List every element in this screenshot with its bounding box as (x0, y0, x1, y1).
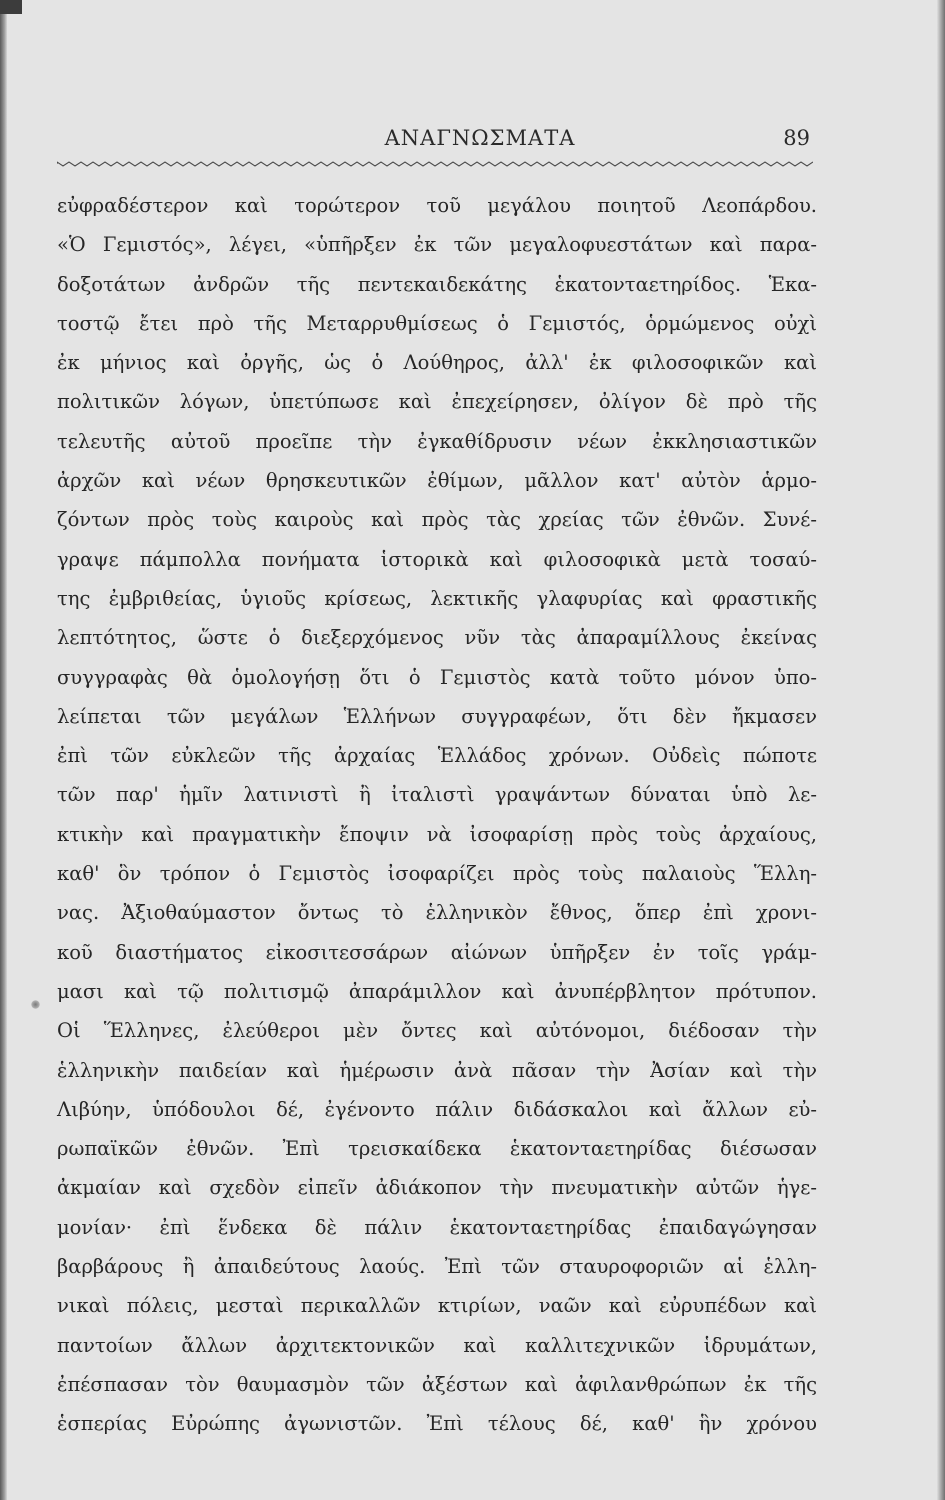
text-line: Λιβύην, ὑπόδουλοι δέ, ἐγένοντο πάλιν διδάσκαλοι καὶ ἄλλων εὐ- (57, 1097, 817, 1121)
text-line: ἑσπερίας Εὐρώπης ἀγωνιστῶν. Ἐπὶ τέλους δέ, καθ' ἣν χρόνου (57, 1412, 817, 1436)
text-line: γραψε πάμπολλα πονήματα ἱστορικὰ καὶ φιλοσοφικὰ μετὰ τοσαύ- (57, 547, 817, 571)
text-line: «Ὁ Γεμιστός», λέγει, «ὑπῆρξεν ἐκ τῶν μεγαλοφυεστάτων καὶ παρα- (57, 233, 817, 257)
text-line: ἐκ μήνιος καὶ ὀργῆς, ὡς ὁ Λούθηρος, ἀλλ' ἐκ φιλοσοφικῶν καὶ (57, 351, 817, 375)
text-line: ἑλληνικὴν παιδείαν καὶ ἡμέρωσιν ἀνὰ πᾶσαν τὴν Ἀσίαν καὶ τὴν (57, 1058, 817, 1082)
text-line: λείπεται τῶν μεγάλων Ἑλλήνων συγγραφέων, ὅτι δὲν ἤκμασεν (57, 704, 817, 728)
page-number: 89 (783, 126, 810, 150)
text-line: ἀρχῶν καὶ νέων θρησκευτικῶν ἐθίμων, μᾶλλον κατ' αὐτὸν ἁρμο- (57, 469, 817, 493)
body-text (57, 186, 817, 1444)
running-title: ΑΝΑΓΝΩΣΜΑΤΑ (384, 126, 576, 150)
text-line: ἀκμαίαν καὶ σχεδὸν εἰπεῖν ἀδιάκοπον τὴν πνευματικὴν αὐτῶν ἡγε- (57, 1176, 817, 1200)
text-line: μονίαν· ἐπὶ ἕνδεκα δὲ πάλιν ἑκατονταετηρίδας ἐπαιδαγώγησαν (57, 1215, 817, 1239)
text-line: Οἱ Ἕλληνες, ἐλεύθεροι μὲν ὄντες καὶ αὐτόνομοι, διέδοσαν τὴν (57, 1019, 817, 1043)
text-line: νας. Ἀξιοθαύμαστον ὄντως τὸ ἑλληνικὸν ἔθνος, ὅπερ ἐπὶ χρονι- (57, 901, 817, 925)
text-line: κοῦ διαστήματος εἰκοσιτεσσάρων αἰώνων ὑπῆρξεν ἐν τοῖς γράμ- (57, 940, 817, 964)
text-line: κτικὴν καὶ πραγματικὴν ἔποψιν νὰ ἰσοφαρίσῃ πρὸς τοὺς ἀρχαίους, (57, 822, 817, 846)
text-line: ἐπὶ τῶν εὐκλεῶν τῆς ἀρχαίας Ἑλλάδος χρόνων. Οὐδεὶς πώποτε (57, 744, 817, 768)
text-line: παντοίων ἄλλων ἀρχιτεκτονικῶν καὶ καλλιτεχνικῶν ἱδρυμάτων, (57, 1333, 817, 1357)
text-line: εὐφραδέστερον καὶ τορώτερον τοῦ μεγάλου ποιητοῦ Λεοπάρδου. (57, 194, 817, 217)
text-line: συγγραφὰς θὰ ὁμολογήσῃ ὅτι ὁ Γεμιστὸς κατὰ τοῦτο μόνον ὑπο- (57, 665, 817, 689)
text-line: μασι καὶ τῷ πολιτισμῷ ἀπαράμιλλον καὶ ἀνυπέρβλητον πρότυπον. (57, 979, 817, 1003)
text-line: καθ' ὃν τρόπον ὁ Γεμιστὸς ἰσοφαρίζει πρὸς τοὺς παλαιοὺς Ἕλλη- (57, 862, 817, 886)
text-line: βαρβάρους ἢ ἀπαιδεύτους λαούς. Ἐπὶ τῶν σταυροφοριῶν αἱ ἑλλη- (57, 1255, 817, 1279)
text-line: ζόντων πρὸς τοὺς καιροὺς καὶ πρὸς τὰς χρείας τῶν ἐθνῶν. Συνέ- (57, 508, 817, 532)
text-line: λεπτότητος, ὥστε ὁ διεξερχόμενος νῦν τὰς ἀπαραμίλλους ἐκείνας (57, 626, 817, 650)
text-line: τοστῷ ἔτει πρὸ τῆς Μεταρρυθμίσεως ὁ Γεμιστός, ὁρμώμενος οὐχὶ (57, 311, 817, 335)
text-line: της ἐμβριθείας, ὑγιοῦς κρίσεως, λεκτικῆς γλαφυρίας καὶ φραστικῆς (57, 586, 817, 610)
text-line: δοξοτάτων ἀνδρῶν τῆς πεντεκαιδεκάτης ἑκατονταετηρίδος. Ἑκα- (57, 272, 817, 296)
text-line: τῶν παρ' ἡμῖν λατινιστὶ ἢ ἰταλιστὶ γραψάντων δύναται ὑπὸ λε- (57, 783, 817, 807)
text-line: πολιτικῶν λόγων, ὑπετύπωσε καὶ ἐπεχείρησεν, ὀλίγον δὲ πρὸ τῆς (57, 390, 817, 414)
text-line: νικαὶ πόλεις, μεσταὶ περικαλλῶν κτιρίων, ναῶν καὶ εὐρυπέδων καὶ (57, 1294, 817, 1318)
header-wavy-rule (57, 160, 813, 168)
text-line: τελευτῆς αὐτοῦ προεῖπε τὴν ἐγκαθίδρυσιν νέων ἐκκλησιαστικῶν (57, 429, 817, 453)
text-line: ἐπέσπασαν τὸν θαυμασμὸν τῶν ἀξέστων καὶ ἀφιλανθρώπων ἐκ τῆς (57, 1372, 817, 1396)
text-line: ρωπαϊκῶν ἐθνῶν. Ἐπὶ τρεισκαίδεκα ἑκατονταετηρίδας διέσωσαν (57, 1137, 817, 1161)
